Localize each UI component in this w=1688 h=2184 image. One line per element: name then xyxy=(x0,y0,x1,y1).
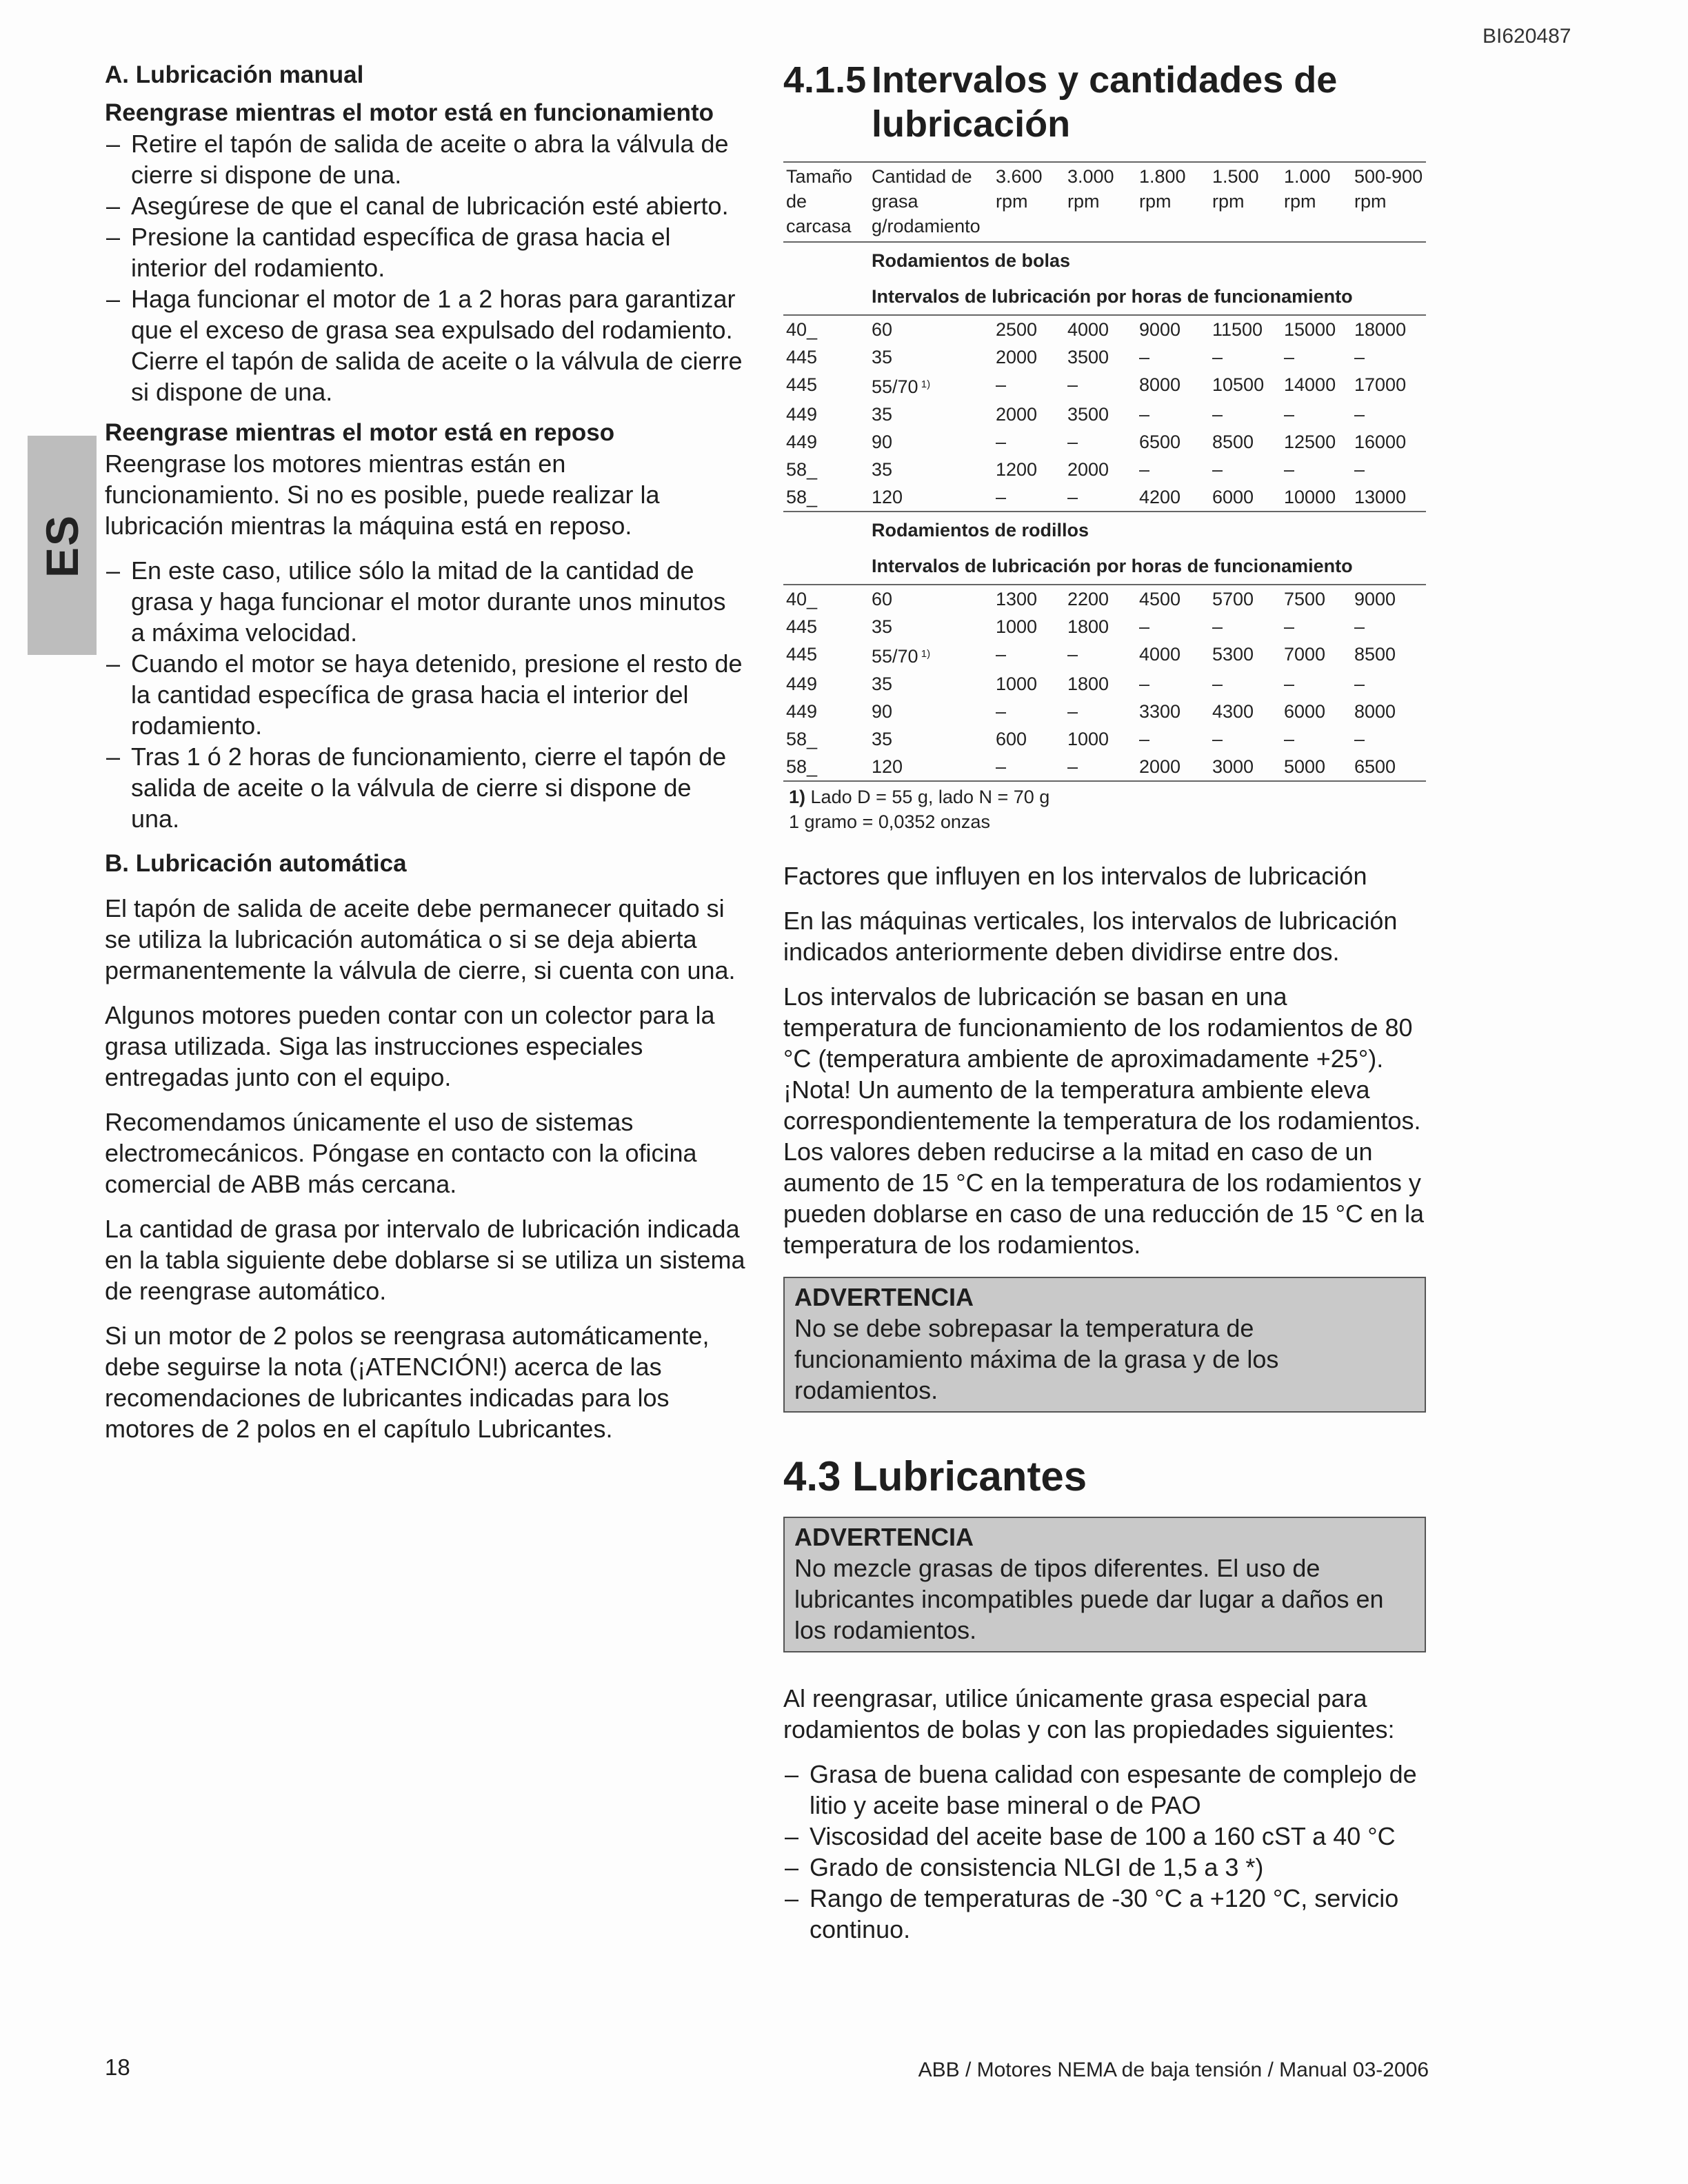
table-cell: 35 xyxy=(872,674,893,694)
table-cell: 58_ xyxy=(786,729,818,749)
table-cell: 90 xyxy=(872,701,893,722)
table-row xyxy=(783,613,1426,640)
table-row xyxy=(783,585,1426,613)
footnote-1: Lado D = 55 g, lado N = 70 g xyxy=(810,787,1050,807)
table-cell: – xyxy=(1354,674,1365,694)
table-cell: – xyxy=(1067,374,1078,395)
table-cell: 14000 xyxy=(1284,374,1336,395)
table-cell: 4000 xyxy=(1067,319,1109,340)
table-cell: 600 xyxy=(996,729,1027,749)
table-cell: 445 xyxy=(786,616,818,637)
document-id: BI620487 xyxy=(1483,25,1571,48)
table-cell: 6500 xyxy=(1139,432,1181,452)
table-cell: 3300 xyxy=(1139,701,1181,722)
table-cell: 1000 xyxy=(1067,729,1109,749)
table-cell: 35 xyxy=(872,404,893,425)
table-cell: 4300 xyxy=(1212,701,1254,722)
column-header: 1.000 rpm xyxy=(1284,166,1331,212)
table-cell: 10500 xyxy=(1212,374,1265,395)
table-cell: – xyxy=(1354,616,1365,637)
factors-title: Factores que influyen en los intervalos de lubricación xyxy=(783,862,1367,890)
table-cell: – xyxy=(1354,459,1365,480)
table-cell: 35 xyxy=(872,729,893,749)
list-item: – Haga funcionar el motor de 1 a 2 horas para garantizar que el exceso de grasa sea expulsado del rodamiento. Cierre el tapón de salida de aceite o la válvula de cierre si dispone de una. xyxy=(105,283,746,407)
table-cell: 1300 xyxy=(996,589,1038,609)
table-cell: 1000 xyxy=(996,616,1038,637)
auto-paragraph: Si un motor de 2 polos se reengrasa automáticamente, debe seguirse la nota (¡ATENCIÓN!) acerca de las recomendaciones de lubricantes indicadas para los motores de 2 polos en el capítulo Lubricantes. xyxy=(105,1322,710,1443)
table-cell: 5000 xyxy=(1281,753,1352,781)
auto-paragraph: Recomendamos únicamente el uso de sistemas electromecánicos. Póngase en contacto con la oficina comercial de ABB más cercana. xyxy=(105,1108,697,1198)
list-item: – Grasa de buena calidad con espesante de complejo de litio y aceite base mineral o de PAO xyxy=(783,1759,1426,1821)
table-cell: 4200 xyxy=(1136,483,1209,512)
warning-text: No se debe sobrepasar la temperatura de funcionamiento máxima de la grasa y de los rodamientos. xyxy=(794,1314,1279,1404)
roller-bearings-title: Rodamientos de rodillos xyxy=(869,512,1426,548)
table-cell: – xyxy=(1354,729,1365,749)
table-row xyxy=(783,371,1426,401)
column-header: Cantidad de grasa g/rodamiento xyxy=(872,166,981,236)
table-cell: 35 xyxy=(872,616,893,637)
page-number: 18 xyxy=(105,2054,130,2080)
table-cell: 10000 xyxy=(1281,483,1352,512)
table-cell: 445 xyxy=(786,347,818,367)
table-cell: 445 xyxy=(786,644,818,665)
list-item: – Rango de temperaturas de -30 °C a +120 °C, servicio continuo. xyxy=(783,1883,1426,1945)
section-title-line-2: lubricación xyxy=(872,103,1071,145)
section-number: 4.1.5 xyxy=(783,59,867,101)
table-cell: 1800 xyxy=(1067,674,1109,694)
table-cell: 8000 xyxy=(1354,701,1396,722)
table-row xyxy=(783,753,1426,781)
list-item: – Grado de consistencia NLGI de 1,5 a 3 *) xyxy=(783,1852,1426,1883)
table-cell: – xyxy=(993,753,1065,781)
table-row xyxy=(783,343,1426,371)
table-cell: 40_ xyxy=(786,589,818,609)
table-cell: 449 xyxy=(786,404,818,425)
column-header: 3.600 rpm xyxy=(996,166,1043,212)
table-cell: – xyxy=(1212,347,1223,367)
left-column xyxy=(105,59,746,1458)
table-row xyxy=(783,456,1426,483)
table-row xyxy=(783,428,1426,456)
warning-box xyxy=(783,1277,1426,1413)
auto-paragraph: La cantidad de grasa por intervalo de lubricación indicada en la tabla siguiente debe doblarse si se utiliza un sistema de reengrase automático. xyxy=(105,1215,745,1305)
table-cell: – xyxy=(1354,347,1365,367)
table-cell: 8000 xyxy=(1139,374,1181,395)
table-cell: – xyxy=(1284,616,1295,637)
table-cell: 8500 xyxy=(1212,432,1254,452)
table-row xyxy=(783,698,1426,725)
table-cell: 35 xyxy=(872,347,893,367)
table-cell: 35 xyxy=(872,459,893,480)
table-cell: – xyxy=(1139,459,1150,480)
table-cell: – xyxy=(993,483,1065,512)
table-cell: 6500 xyxy=(1352,753,1426,781)
table-cell: 3500 xyxy=(1067,347,1109,367)
table-cell: 4500 xyxy=(1139,589,1181,609)
table-cell: 120 xyxy=(869,483,993,512)
table-cell: 7000 xyxy=(1284,644,1326,665)
table-cell: 449 xyxy=(786,701,818,722)
table-cell: 120 xyxy=(869,753,993,781)
table-cell: 2000 xyxy=(1136,753,1209,781)
table-cell: – xyxy=(1212,616,1223,637)
ball-bearing-section xyxy=(783,242,1426,512)
table-row xyxy=(783,670,1426,698)
list-item: – Presione la cantidad específica de grasa hacia el interior del rodamiento. xyxy=(105,221,746,283)
table-cell: – xyxy=(1212,459,1223,480)
table-cell: – xyxy=(1067,432,1078,452)
table-cell: – xyxy=(1212,404,1223,425)
footnote-reference: 1) xyxy=(918,648,931,660)
ball-bearings-title: Rodamientos de bolas xyxy=(872,250,1071,271)
table-row xyxy=(783,725,1426,753)
table-cell: – xyxy=(1139,616,1150,637)
table-cell: 2000 xyxy=(1067,459,1109,480)
table-cell: 17000 xyxy=(1354,374,1407,395)
roller-bearing-section xyxy=(783,512,1426,781)
right-column xyxy=(783,58,1426,1959)
table-cell: 445 xyxy=(786,374,818,395)
table-cell: 55/70 $^{1)}$ xyxy=(872,646,931,667)
table-cell: 449 xyxy=(786,432,818,452)
rest-steps xyxy=(105,555,746,834)
table-cell: 2000 xyxy=(996,404,1038,425)
auto-paragraph: Algunos motores pueden contar con un colector para la grasa utilizada. Siga las instrucciones especiales entregadas junto con el equipo. xyxy=(105,1001,715,1091)
table-cell: – xyxy=(1067,701,1078,722)
table-cell: 18000 xyxy=(1354,319,1407,340)
table-cell: 9000 xyxy=(1139,319,1181,340)
table-cell: – xyxy=(1139,674,1150,694)
lubrication-table xyxy=(783,161,1426,782)
table-row xyxy=(783,640,1426,670)
table-cell: 60 xyxy=(872,589,893,609)
section-b-title: B. Lubricación automática xyxy=(105,850,407,877)
table-row xyxy=(783,401,1426,428)
list-item: – Retire el tapón de salida de aceite o abra la válvula de cierre si dispone de una. xyxy=(105,128,746,190)
table-cell: – xyxy=(1212,674,1223,694)
factors-paragraph: En las máquinas verticales, los intervalos de lubricación indicados anteriormente deben dividirse entre dos. xyxy=(783,907,1398,966)
table-cell: 6000 xyxy=(1284,701,1326,722)
table-cell: 58_ xyxy=(786,459,818,480)
table-cell: 58_ xyxy=(783,483,869,512)
section-a-title: A. Lubricación manual xyxy=(105,61,364,88)
footnote-marker: 1) xyxy=(789,787,806,807)
table-cell: 9000 xyxy=(1354,589,1396,609)
table-row xyxy=(783,483,1426,512)
table-cell: 55/70 $^{1)}$ xyxy=(872,376,931,397)
warning-title: ADVERTENCIA xyxy=(794,1523,974,1551)
table-cell: – xyxy=(1284,729,1295,749)
list-item: – En este caso, utilice sólo la mitad de la cantidad de grasa y haga funcionar el motor durante unos minutos a máxima velocidad. xyxy=(105,555,746,648)
list-item: – Cuando el motor se haya detenido, presione el resto de la cantidad específica de grasa hacia el interior del rodamiento. xyxy=(105,648,746,741)
table-cell: 90 xyxy=(872,432,893,452)
table-cell: 60 xyxy=(872,319,893,340)
table-cell: 3000 xyxy=(1209,753,1281,781)
table-cell: 1800 xyxy=(1067,616,1109,637)
table-cell: 4000 xyxy=(1139,644,1181,665)
table-row xyxy=(783,315,1426,343)
table-cell: 1000 xyxy=(996,674,1038,694)
warning-box xyxy=(783,1517,1426,1652)
table-cell: – xyxy=(1284,347,1295,367)
language-tab-label: ES xyxy=(37,514,88,578)
table-cell: 2000 xyxy=(996,347,1038,367)
table-cell: 449 xyxy=(786,674,818,694)
table-cell: – xyxy=(1065,753,1136,781)
rest-title: Reengrase mientras el motor está en reposo xyxy=(105,419,615,446)
footer-title: ABB / Motores NEMA de baja tensión / Manual 03-2006 xyxy=(918,2059,1429,2081)
footnote-2: 1 gramo = 0,0352 onzas xyxy=(789,811,990,832)
grease-properties xyxy=(783,1759,1426,1945)
table-footnote xyxy=(789,785,1426,834)
list-item: – Asegúrese de que el canal de lubricación esté abierto. xyxy=(105,190,746,221)
rest-intro: Reengrase los motores mientras están en funcionamiento. Si no es posible, puede realizar la lubricación mientras la máquina está en reposo. xyxy=(105,449,660,540)
table-cell: 5700 xyxy=(1212,589,1254,609)
table-cell: 40_ xyxy=(786,319,818,340)
table-cell: – xyxy=(1284,404,1295,425)
warning-text: No mezcle grasas de tipos diferentes. El uso de lubricantes incompatibles puede dar lugar a daños en los rodamientos. xyxy=(794,1554,1384,1644)
table-cell: 6000 xyxy=(1209,483,1281,512)
warning-title: ADVERTENCIA xyxy=(794,1283,974,1311)
table-cell: – xyxy=(996,701,1007,722)
column-header: Tamaño de carcasa xyxy=(786,166,853,236)
column-header: 1.500 rpm xyxy=(1212,166,1259,212)
table-cell: – xyxy=(1354,404,1365,425)
auto-paragraph: El tapón de salida de aceite debe permanecer quitado si se utiliza la lubricación automática o si se deja abierta permanentemente la válvula de cierre, si cuenta con una. xyxy=(105,894,736,984)
table-cell: 2200 xyxy=(1067,589,1109,609)
table-cell: 8500 xyxy=(1354,644,1396,665)
table-cell: – xyxy=(1212,729,1223,749)
table-cell: 12500 xyxy=(1284,432,1336,452)
table-cell: – xyxy=(996,644,1007,665)
table-cell: – xyxy=(1139,729,1150,749)
language-tab xyxy=(28,436,97,655)
footnote-reference: 1) xyxy=(918,378,931,390)
list-item: – Tras 1 ó 2 horas de funcionamiento, cierre el tapón de salida de aceite o la válvula de cierre si dispone de una. xyxy=(105,741,746,834)
table-cell: 16000 xyxy=(1354,432,1407,452)
table-cell: – xyxy=(1284,674,1295,694)
table-cell: – xyxy=(1139,347,1150,367)
table-cell: – xyxy=(1139,404,1150,425)
roller-intervals-subtitle: Intervalos de lubricación por horas de funcionamiento xyxy=(869,548,1426,585)
section-title-line-1: Intervalos y cantidades de xyxy=(872,59,1338,101)
grease-intro: Al reengrasar, utilice únicamente grasa especial para rodamientos de bolas y con las propiedades siguientes: xyxy=(783,1684,1395,1743)
column-header: 1.800 rpm xyxy=(1139,166,1186,212)
column-header: 3.000 rpm xyxy=(1067,166,1114,212)
section-heading xyxy=(783,58,1426,146)
column-header: 500-900 rpm xyxy=(1354,166,1423,212)
table-cell: 3500 xyxy=(1067,404,1109,425)
table-cell: 15000 xyxy=(1284,319,1336,340)
running-title: Reengrase mientras el motor está en funcionamiento xyxy=(105,99,714,126)
table-cell: 2500 xyxy=(996,319,1038,340)
lubricants-heading: 4.3 Lubricantes xyxy=(783,1453,1087,1499)
table-cell: 1200 xyxy=(996,459,1038,480)
table-header-row xyxy=(783,162,1426,242)
table-cell: 11500 xyxy=(1212,319,1263,340)
running-steps xyxy=(105,128,746,407)
ball-intervals-subtitle: Intervalos de lubricación por horas de funcionamiento xyxy=(869,279,1426,315)
table-cell: – xyxy=(1065,483,1136,512)
table-cell: 13000 xyxy=(1352,483,1426,512)
table-cell: – xyxy=(1067,644,1078,665)
table-cell: 58_ xyxy=(783,753,869,781)
table-cell: – xyxy=(996,432,1007,452)
table-cell: – xyxy=(996,374,1007,395)
table-cell: 7500 xyxy=(1284,589,1326,609)
table-cell: 5300 xyxy=(1212,644,1254,665)
table-cell: – xyxy=(1284,459,1295,480)
factors-paragraph: Los intervalos de lubricación se basan en una temperatura de funcionamiento de los rodamientos de 80 °C (temperatura ambiente de aproximadamente +25°). ¡Nota! Un aumento de la temperatura ambiente eleva correspondientemente la temperatura de los rodamientos. Los valores deben reducirse a la mitad en caso de un aumento de 15 °C en la temperatura de los rodamientos y pueden doblarse en caso de una reducción de 15 °C en la temperatura de los rodamientos. xyxy=(783,982,1425,1259)
list-item: – Viscosidad del aceite base de 100 a 160 cST a 40 °C xyxy=(783,1821,1426,1852)
